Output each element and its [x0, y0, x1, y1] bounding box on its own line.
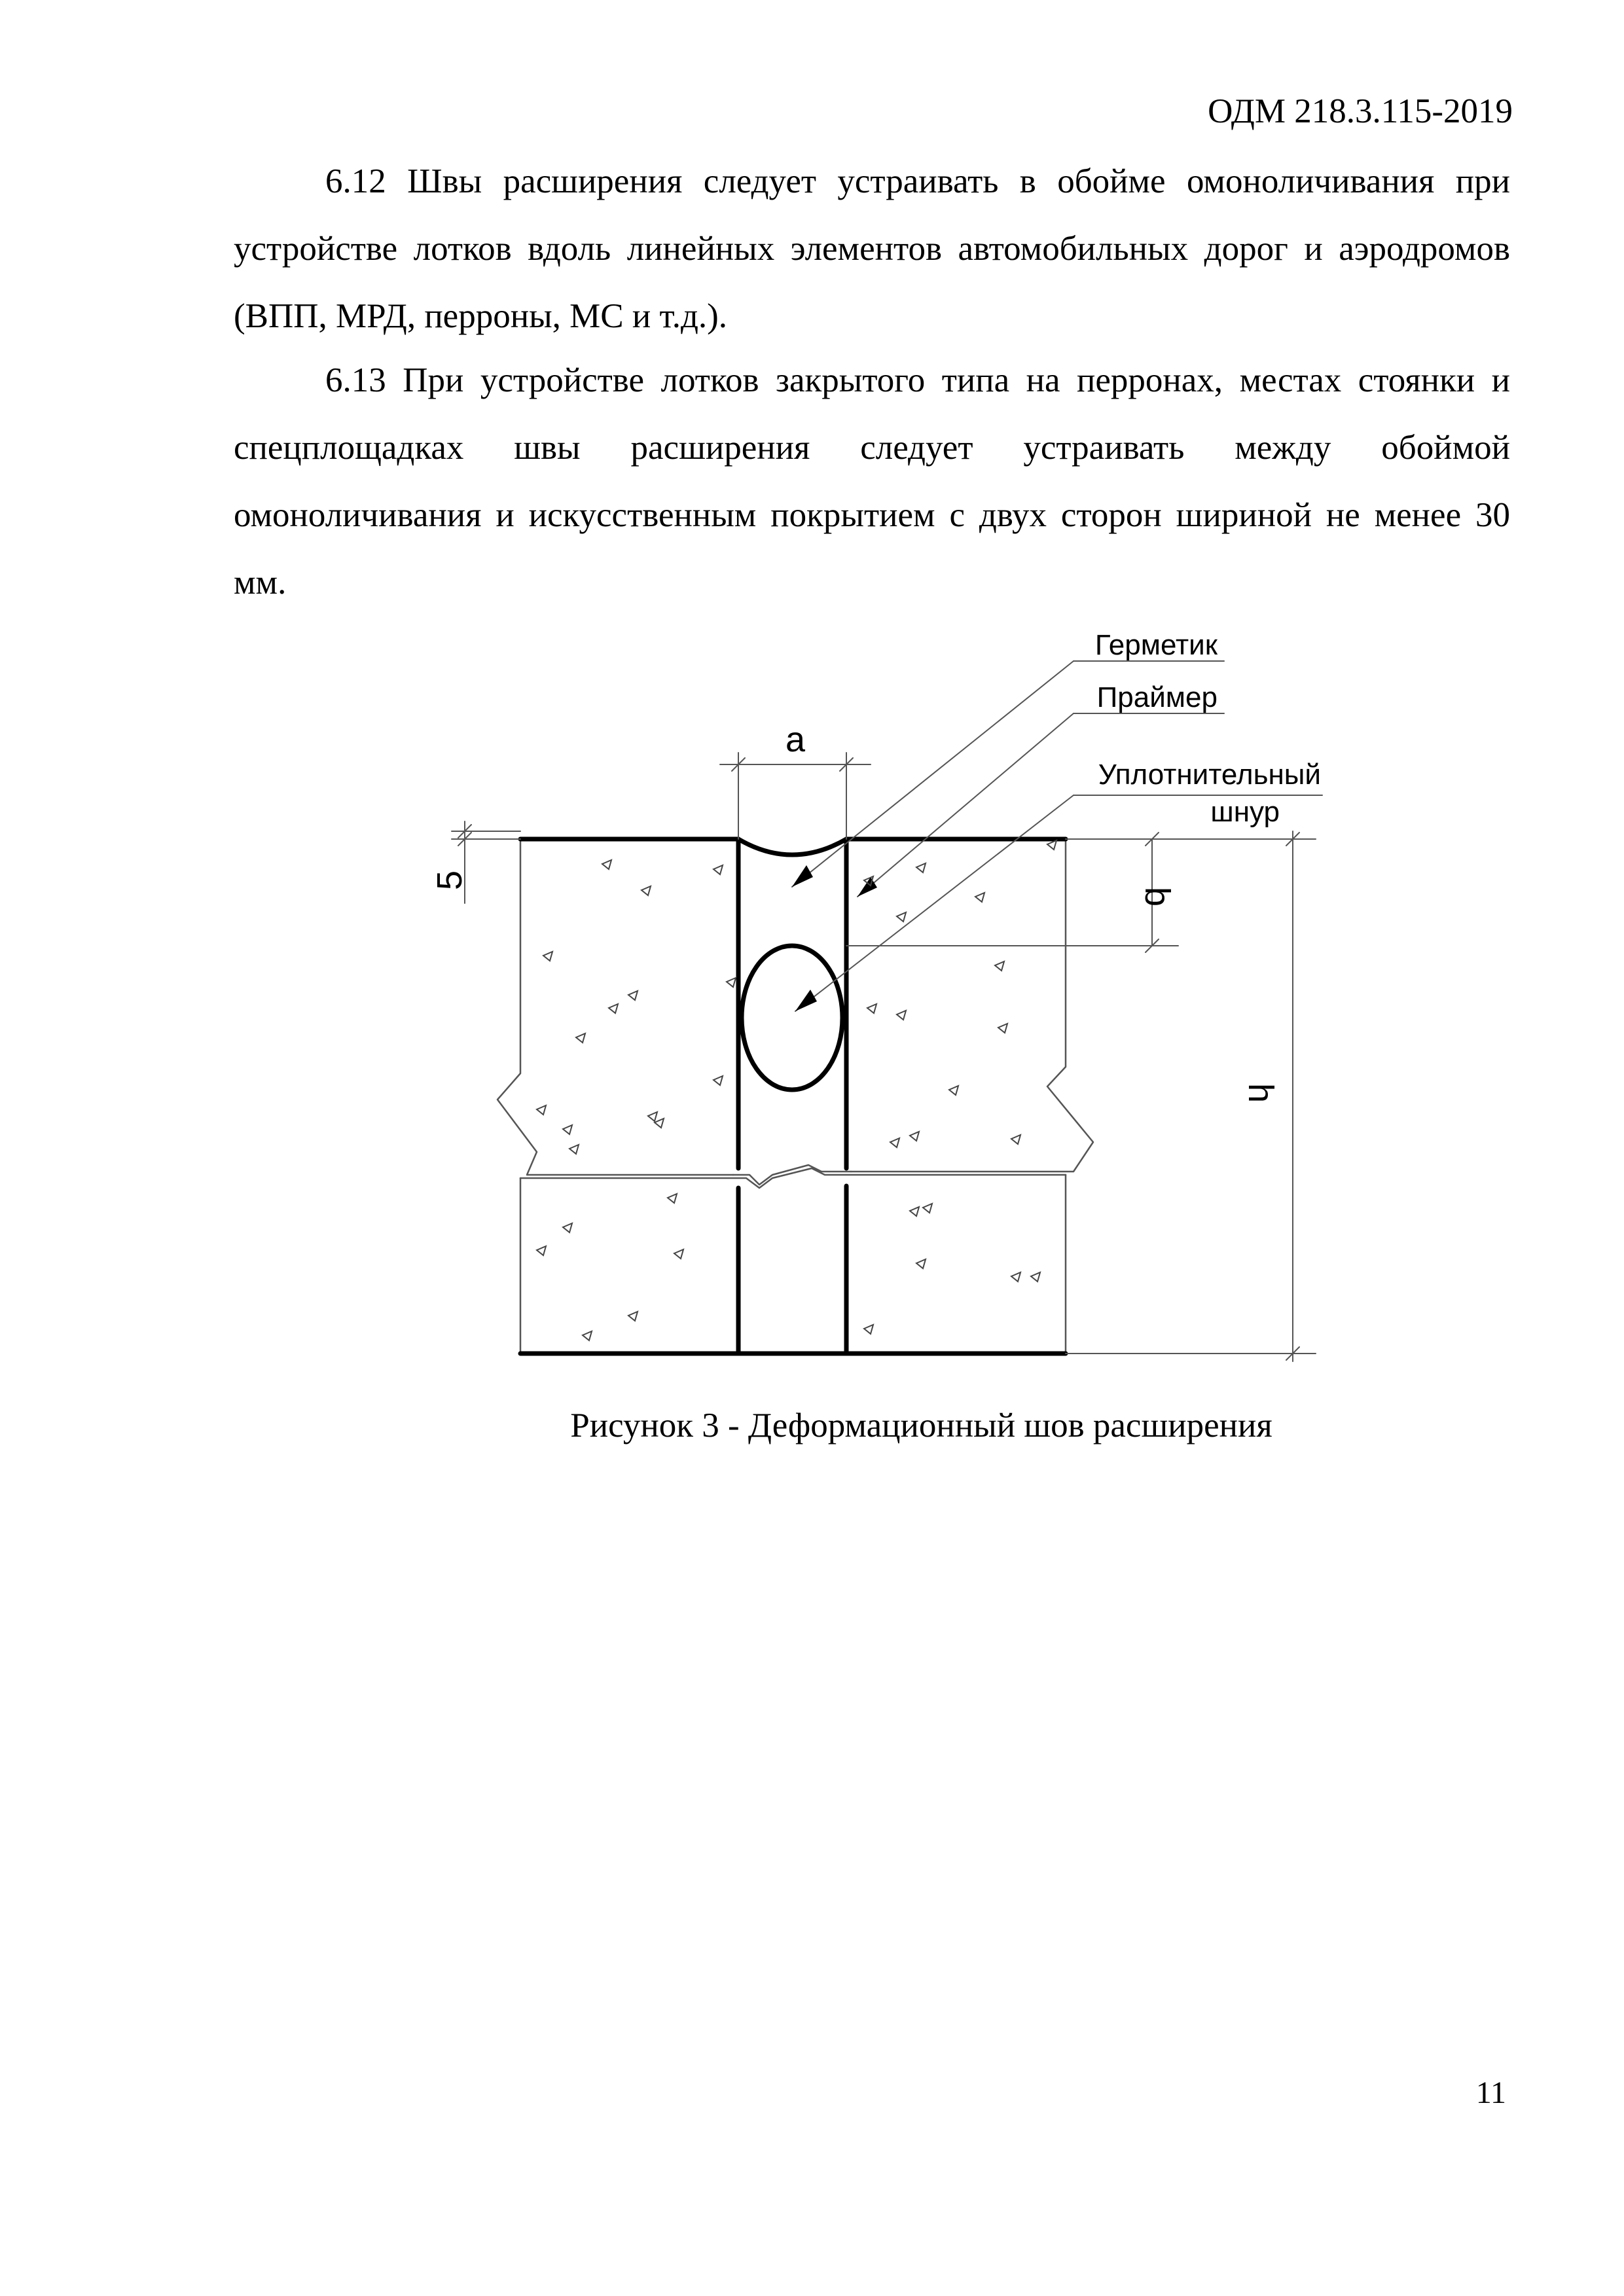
label-cord-line1: Уплотнительный	[1098, 759, 1321, 791]
dim-5-ext	[452, 831, 520, 839]
paragraph-6-13	[234, 347, 1510, 617]
arrow-primer	[857, 877, 877, 897]
paragraph-6-12	[234, 148, 1510, 350]
left-block-outline	[497, 839, 733, 1175]
dim-b-ticks	[1146, 833, 1159, 952]
label-dim-5: 5	[430, 870, 469, 891]
figure-caption: Рисунок 3 - Деформационный шов расширения	[570, 1407, 1272, 1444]
paragraph-number: 6.12	[325, 162, 386, 200]
dim-h-ticks	[1286, 833, 1299, 1360]
label-primer: Праймер	[1096, 681, 1218, 713]
leader-sealant	[792, 661, 1074, 887]
break-line	[733, 1165, 851, 1185]
document-code-header: ОДМ 218.3.115-2019	[1208, 92, 1513, 130]
label-sealant: Герметик	[1094, 629, 1218, 661]
sealing-cord-ellipse	[742, 946, 842, 1090]
right-block-outline	[851, 839, 1093, 1172]
aggregate-pattern	[537, 840, 1056, 1340]
arrow-cord	[795, 990, 817, 1011]
label-dim-b: b	[1138, 886, 1177, 907]
break-line-lower	[520, 1168, 1066, 1188]
leader-primer	[857, 713, 1074, 897]
paragraph-text: При устройстве лотков закрытого типа на перронах, местах стоянки и спецплощадках швы расширения следует устраивать между обоймой омоноличивания и искусственным покрытием с двух сторон шириной не менее 30 мм.	[234, 361, 1511, 601]
dim-h-ext	[1066, 839, 1316, 1354]
dim-5-ticks	[458, 825, 471, 846]
page-number: 11	[1475, 2075, 1506, 2110]
label-dim-h: h	[1241, 1083, 1280, 1103]
paragraph-number: 6.13	[325, 361, 386, 399]
label-cord-line2: шнур	[1210, 796, 1280, 828]
dim-a-ticks	[732, 758, 853, 771]
dim-b-ext	[846, 839, 1178, 946]
paragraph-text: Швы расширения следует устраивать в обойме омоноличивания при устройстве лотков вдоль линейных элементов автомобильных дорог и аэродромов (ВПП, МРД, перроны, МС и т.д.).	[234, 162, 1511, 335]
sealant-curve	[738, 839, 846, 855]
label-dim-a: a	[785, 720, 806, 759]
leader-cord	[795, 795, 1074, 1011]
arrow-sealant	[792, 865, 813, 887]
